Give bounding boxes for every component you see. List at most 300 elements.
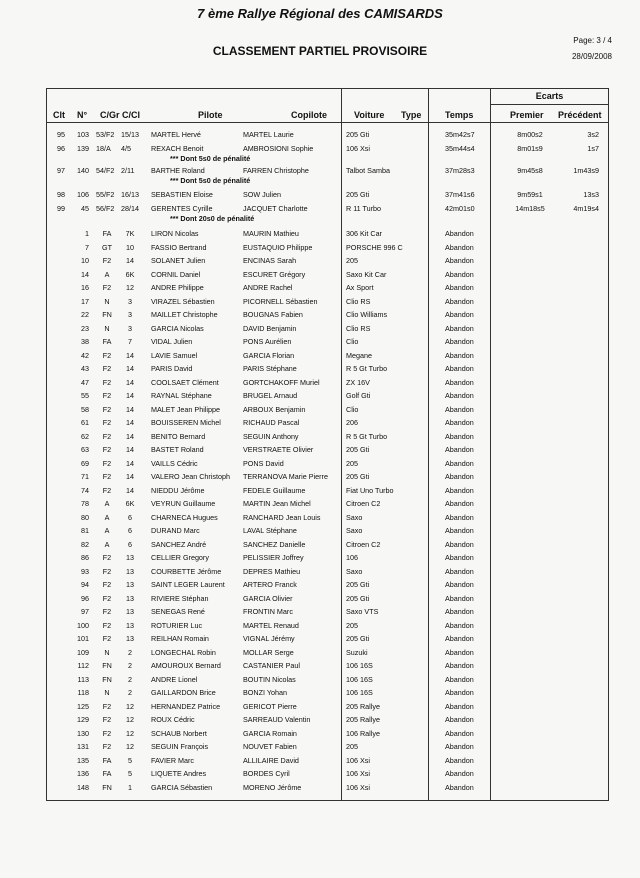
pilot-cell: SEBASTIEN Eloise	[151, 190, 213, 199]
number-cell: 109	[77, 647, 89, 657]
header-clt: Clt	[53, 110, 65, 120]
copilot-cell: AMBROSIONI Sophie	[243, 144, 314, 153]
pilot-cell: VIRAZEL Sébastien	[151, 296, 215, 306]
pilot-cell: CELLIER Gregory	[151, 553, 209, 562]
gap-first-cell: 9m45s8	[517, 166, 543, 175]
class-cell: 14	[126, 485, 134, 495]
class-cell: 13	[126, 593, 134, 603]
number-cell: 94	[81, 580, 89, 589]
pilot-cell: CORNIL Daniel	[151, 269, 201, 279]
number-cell: 78	[81, 499, 89, 508]
status-cell: Abandon	[445, 782, 474, 792]
class-cell: 14	[126, 418, 134, 427]
number-cell: 17	[81, 296, 89, 306]
car-cell: 106 16S	[346, 688, 373, 697]
class-cell: 14	[126, 256, 134, 265]
group-cell: FA	[102, 755, 112, 765]
status-cell: Abandon	[445, 350, 474, 360]
car-cell: R 5 Gt Turbo	[346, 364, 388, 373]
car-cell: 205	[346, 742, 358, 751]
group-cell: FN	[102, 674, 112, 684]
header-copilote: Copilote	[291, 110, 327, 120]
copilot-cell: NOUVET Fabien	[243, 742, 297, 751]
header-cgr: C/Gr C/Cl	[100, 110, 141, 120]
class-cell: 13	[126, 634, 134, 643]
copilot-cell: JACQUET Charlotte	[243, 204, 308, 213]
status-cell: Abandon	[445, 661, 474, 670]
pilot-cell: RAYNAL Stéphane	[151, 391, 212, 400]
pilot-cell: DURAND Marc	[151, 526, 200, 535]
number-cell: 81	[81, 526, 89, 535]
number-cell: 135	[77, 755, 89, 765]
copilot-cell: MARTIN Jean Michel	[243, 499, 311, 508]
status-cell: Abandon	[445, 242, 474, 252]
group-cell: FN	[102, 661, 112, 670]
header-temps: Temps	[445, 110, 474, 120]
group-cell: F2	[102, 607, 112, 616]
car-cell: 205 Gti	[346, 190, 370, 199]
group-cell: FN	[102, 310, 112, 319]
status-cell: Abandon	[445, 647, 474, 657]
pilot-cell: MALET Jean Philippe	[151, 404, 220, 414]
car-cell: Suzuki	[346, 647, 368, 657]
car-cell: 106 Xsi	[346, 782, 370, 792]
copilot-cell: BOUTIN Nicolas	[243, 674, 296, 684]
number-cell: 100	[77, 620, 89, 630]
pilot-cell: RIVIERE Stéphan	[151, 593, 209, 603]
rank-cell: 98	[57, 190, 65, 199]
header-num: N°	[77, 110, 88, 120]
pilot-cell: MAILLET Christophe	[151, 310, 218, 319]
pilot-cell: SAINT LEGER Laurent	[151, 580, 225, 589]
group-cell: F2	[102, 458, 112, 468]
pilot-cell: COOLSAET Clément	[151, 377, 219, 387]
pilot-cell: ROTURIER Luc	[151, 620, 203, 630]
status-cell: Abandon	[445, 755, 474, 765]
number-cell: 125	[77, 701, 89, 711]
class-cell: 12	[126, 742, 134, 751]
status-cell: Abandon	[445, 364, 474, 373]
pilot-cell: ANDRE Lionel	[151, 674, 198, 684]
pilot-cell: SENEGAS René	[151, 607, 205, 616]
car-cell: 205 Gti	[346, 593, 370, 603]
number-cell: 55	[81, 391, 89, 400]
status-cell: Abandon	[445, 229, 474, 238]
copilot-cell: MARTEL Renaud	[243, 620, 299, 630]
gap-previous-cell: 1m43s9	[573, 166, 599, 175]
number-cell: 118	[77, 688, 89, 697]
car-cell: Ax Sport	[346, 283, 374, 292]
ecarts-divider	[490, 104, 609, 105]
pilot-cell: SCHAUB Norbert	[151, 728, 207, 738]
header-pilote: Pilote	[198, 110, 223, 120]
pilot-cell: SEGUIN François	[151, 742, 209, 751]
car-cell: Megane	[346, 350, 372, 360]
car-cell: Saxo	[346, 566, 363, 576]
group-cell: 56/F2	[96, 204, 115, 213]
group-cell: F2	[102, 593, 112, 603]
copilot-cell: PONS Aurélien	[243, 337, 292, 346]
number-cell: 7	[85, 242, 89, 252]
group-cell: 53/F2	[96, 130, 115, 139]
class-cell: 14	[126, 472, 134, 481]
number-cell: 42	[81, 350, 89, 360]
car-cell: 106 16S	[346, 674, 373, 684]
group-cell: A	[104, 512, 110, 522]
pilot-cell: CHARNECA Hugues	[151, 512, 218, 522]
gap-first-cell: 14m18s5	[515, 204, 545, 213]
penalty-note: *** Dont 5s0 de pénalité	[170, 154, 251, 163]
pilot-cell: PARIS David	[151, 364, 193, 373]
number-cell: 129	[77, 715, 89, 724]
group-cell: 55/F2	[96, 190, 115, 199]
group-cell: F2	[102, 701, 112, 711]
status-cell: Abandon	[445, 539, 474, 549]
column-divider	[490, 88, 491, 801]
number-cell: 38	[81, 337, 89, 346]
car-cell: ZX 16V	[346, 377, 370, 387]
copilot-cell: GARCIA Olivier	[243, 593, 293, 603]
header-divider	[46, 122, 609, 123]
status-cell: Abandon	[445, 769, 474, 778]
car-cell: R 11 Turbo	[346, 204, 382, 213]
number-cell: 140	[77, 166, 89, 175]
class-cell: 14	[126, 391, 134, 400]
copilot-cell: ESCURET Grégory	[243, 269, 306, 279]
number-cell: 10	[81, 256, 89, 265]
status-cell: Abandon	[445, 256, 474, 265]
number-cell: 63	[81, 445, 89, 454]
class-cell: 2/11	[121, 166, 135, 175]
class-cell: 3	[128, 296, 132, 306]
time-cell: 35m42s7	[445, 130, 475, 139]
class-cell: 14	[126, 350, 134, 360]
group-cell: FA	[102, 337, 112, 346]
pilot-cell: AMOUROUX Bernard	[151, 661, 221, 670]
group-cell: F2	[102, 742, 112, 751]
copilot-cell: SANCHEZ Danielle	[243, 539, 306, 549]
copilot-cell: ARBOUX Benjamin	[243, 404, 306, 414]
number-cell: 106	[77, 190, 89, 199]
class-cell: 12	[126, 715, 134, 724]
car-cell: 106 Xsi	[346, 769, 370, 778]
number-cell: 1	[85, 229, 89, 238]
car-cell: 205	[346, 256, 358, 265]
number-cell: 139	[77, 144, 89, 153]
pilot-cell: VAILLS Cédric	[151, 458, 198, 468]
car-cell: 206	[346, 418, 358, 427]
car-cell: Saxo Kit Car	[346, 269, 387, 279]
car-cell: Clio RS	[346, 323, 371, 333]
status-cell: Abandon	[445, 620, 474, 630]
class-cell: 14	[126, 431, 134, 441]
status-cell: Abandon	[445, 593, 474, 603]
penalty-note: *** Dont 5s0 de pénalité	[170, 176, 251, 185]
copilot-cell: GARCIA Florian	[243, 350, 295, 360]
number-cell: 80	[81, 512, 89, 522]
number-cell: 23	[81, 323, 89, 333]
pilot-cell: LONGECHAL Robin	[151, 647, 216, 657]
number-cell: 58	[81, 404, 89, 414]
ecarts-heading: Ecarts	[535, 91, 564, 101]
copilot-cell: RANCHARD Jean Louis	[243, 512, 321, 522]
car-cell: Fiat Uno Turbo	[346, 485, 394, 495]
status-cell: Abandon	[445, 701, 474, 711]
group-cell: 54/F2	[96, 166, 115, 175]
number-cell: 47	[81, 377, 89, 387]
group-cell: F2	[102, 620, 112, 630]
copilot-cell: PICORNELL Sébastien	[243, 296, 318, 306]
rank-cell: 97	[57, 166, 65, 175]
column-divider	[428, 88, 429, 801]
class-cell: 10	[126, 242, 134, 252]
group-cell: F2	[102, 728, 112, 738]
car-cell: PORSCHE 996 C	[346, 242, 403, 252]
car-cell: 106 Xsi	[346, 755, 370, 765]
class-cell: 2	[128, 688, 132, 697]
penalty-note: *** Dont 20s0 de pénalité	[170, 214, 255, 223]
copilot-cell: PARIS Stéphane	[243, 364, 297, 373]
car-cell: Clio RS	[346, 296, 371, 306]
class-cell: 14	[126, 404, 134, 414]
pilot-cell: ROUX Cédric	[151, 715, 195, 724]
car-cell: Clio Williams	[346, 310, 388, 319]
copilot-cell: MORENO Jérôme	[243, 782, 302, 792]
car-cell: Golf Gti	[346, 391, 371, 400]
copilot-cell: DAVID Benjamin	[243, 323, 297, 333]
page-number: Page: 3 / 4	[573, 36, 612, 45]
copilot-cell: GARCIA Romain	[243, 728, 297, 738]
copilot-cell: ARTERO Franck	[243, 580, 297, 589]
class-cell: 6K	[125, 499, 135, 508]
group-cell: N	[104, 688, 110, 697]
document-subtitle: CLASSEMENT PARTIEL PROVISOIRE	[212, 44, 428, 58]
group-cell: F2	[102, 445, 112, 454]
pilot-cell: ANDRE Philippe	[151, 283, 204, 292]
car-cell: 205 Gti	[346, 634, 370, 643]
pilot-cell: LIRON Nicolas	[151, 229, 199, 238]
pilot-cell: REILHAN Romain	[151, 634, 209, 643]
status-cell: Abandon	[445, 269, 474, 279]
class-cell: 6	[128, 512, 132, 522]
number-cell: 22	[81, 310, 89, 319]
time-cell: 37m28s3	[445, 166, 475, 175]
number-cell: 43	[81, 364, 89, 373]
car-cell: 205	[346, 458, 358, 468]
car-cell: 106 16S	[346, 661, 373, 670]
car-cell: 205 Gti	[346, 130, 370, 139]
car-cell: 205 Rallye	[346, 701, 380, 711]
group-cell: F2	[102, 580, 112, 589]
car-cell: 205 Rallye	[346, 715, 380, 724]
number-cell: 14	[81, 269, 89, 279]
gap-previous-cell: 13s3	[583, 190, 599, 199]
class-cell: 7K	[125, 229, 135, 238]
status-cell: Abandon	[445, 607, 474, 616]
car-cell: R 5 Gt Turbo	[346, 431, 388, 441]
status-cell: Abandon	[445, 566, 474, 576]
gap-previous-cell: 4m19s4	[573, 204, 599, 213]
copilot-cell: GERICOT Pierre	[243, 701, 297, 711]
status-cell: Abandon	[445, 323, 474, 333]
status-cell: Abandon	[445, 526, 474, 535]
status-cell: Abandon	[445, 418, 474, 427]
group-cell: F2	[102, 404, 112, 414]
copilot-cell: LAVAL Stéphane	[243, 526, 297, 535]
status-cell: Abandon	[445, 634, 474, 643]
number-cell: 74	[81, 485, 89, 495]
status-cell: Abandon	[445, 310, 474, 319]
class-cell: 16/13	[121, 190, 139, 199]
group-cell: F2	[102, 715, 112, 724]
header-voiture: Voiture	[354, 110, 385, 120]
car-cell: 106	[346, 553, 358, 562]
number-cell: 148	[77, 782, 89, 792]
copilot-cell: FRONTIN Marc	[243, 607, 293, 616]
time-cell: 42m01s0	[445, 204, 475, 213]
document-title: 7 ème Rallye Régional des CAMISARDS	[197, 6, 443, 21]
number-cell: 45	[81, 204, 89, 213]
pilot-cell: HERNANDEZ Patrice	[151, 701, 221, 711]
copilot-cell: BRUGEL Arnaud	[243, 391, 298, 400]
class-cell: 5	[128, 755, 132, 765]
time-cell: 35m44s4	[445, 144, 475, 153]
copilot-cell: BONZI Yohan	[243, 688, 287, 697]
copilot-cell: TERRANOVA Marie Pierre	[243, 472, 328, 481]
class-cell: 1	[128, 782, 132, 792]
number-cell: 136	[77, 769, 89, 778]
status-cell: Abandon	[445, 337, 474, 346]
car-cell: Talbot Samba	[346, 166, 390, 175]
group-cell: F2	[102, 566, 112, 576]
pilot-cell: REXACH Benoit	[151, 144, 204, 153]
pilot-cell: COURBETTE Jérôme	[151, 566, 222, 576]
group-cell: FA	[102, 229, 112, 238]
rank-cell: 95	[57, 130, 65, 139]
car-cell: Citroen C2	[346, 539, 381, 549]
rank-cell: 96	[57, 144, 65, 153]
copilot-cell: MAURIN Mathieu	[243, 229, 299, 238]
car-cell: Saxo VTS	[346, 607, 379, 616]
number-cell: 112	[77, 661, 89, 670]
class-cell: 3	[128, 310, 132, 319]
class-cell: 7	[128, 337, 132, 346]
pilot-cell: VEYRUN Guillaume	[151, 499, 216, 508]
document-date: 28/09/2008	[571, 52, 612, 61]
status-cell: Abandon	[445, 728, 474, 738]
class-cell: 15/13	[121, 130, 139, 139]
group-cell: F2	[102, 377, 112, 387]
status-cell: Abandon	[445, 512, 474, 522]
group-cell: F2	[102, 256, 112, 265]
status-cell: Abandon	[445, 499, 474, 508]
status-cell: Abandon	[445, 580, 474, 589]
class-cell: 28/14	[121, 204, 139, 213]
status-cell: Abandon	[445, 296, 474, 306]
group-cell: F2	[102, 350, 112, 360]
car-cell: 106 Xsi	[346, 144, 370, 153]
header-premier: Premier	[510, 110, 544, 120]
copilot-cell: ALLILAIRE David	[243, 755, 299, 765]
class-cell: 14	[126, 458, 134, 468]
class-cell: 6	[128, 539, 132, 549]
group-cell: FN	[102, 782, 112, 792]
class-cell: 12	[126, 283, 134, 292]
copilot-cell: DEPRES Mathieu	[243, 566, 301, 576]
class-cell: 13	[126, 607, 134, 616]
group-cell: F2	[102, 472, 112, 481]
pilot-cell: BASTET Roland	[151, 445, 204, 454]
status-cell: Abandon	[445, 553, 474, 562]
class-cell: 2	[128, 674, 132, 684]
copilot-cell: BORDES Cyril	[243, 769, 290, 778]
group-cell: A	[104, 526, 110, 535]
gap-previous-cell: 1s7	[587, 144, 599, 153]
status-cell: Abandon	[445, 431, 474, 441]
pilot-cell: GARCIA Nicolas	[151, 323, 204, 333]
pilot-cell: VIDAL Julien	[151, 337, 193, 346]
pilot-cell: LAVIE Samuel	[151, 350, 198, 360]
pilot-cell: VALERO Jean Christoph	[151, 472, 230, 481]
copilot-cell: BOUGNAS Fabien	[243, 310, 303, 319]
pilot-cell: SANCHEZ André	[151, 539, 207, 549]
car-cell: 106 Rallye	[346, 728, 380, 738]
pilot-cell: BARTHE Roland	[151, 166, 205, 175]
pilot-cell: FAVIER Marc	[151, 755, 194, 765]
class-cell: 12	[126, 728, 134, 738]
copilot-cell: FARREN Christophe	[243, 166, 309, 175]
car-cell: 205	[346, 620, 358, 630]
status-cell: Abandon	[445, 688, 474, 697]
car-cell: 205 Gti	[346, 445, 370, 454]
copilot-cell: SARREAUD Valentin	[243, 715, 311, 724]
number-cell: 82	[81, 539, 89, 549]
rank-cell: 99	[57, 204, 65, 213]
number-cell: 96	[81, 593, 89, 603]
class-cell: 13	[126, 566, 134, 576]
group-cell: F2	[102, 553, 112, 562]
class-cell: 6	[128, 526, 132, 535]
group-cell: F2	[102, 634, 112, 643]
header-precedent: Précédent	[558, 110, 602, 120]
gap-first-cell: 8m01s9	[517, 144, 543, 153]
car-cell: Citroen C2	[346, 499, 381, 508]
class-cell: 13	[126, 553, 134, 562]
class-cell: 14	[126, 445, 134, 454]
group-cell: F2	[102, 485, 112, 495]
copilot-cell: MARTEL Laurie	[243, 130, 294, 139]
number-cell: 131	[77, 742, 89, 751]
copilot-cell: CASTANIER Paul	[243, 661, 300, 670]
group-cell: F2	[102, 391, 112, 400]
car-cell: 306 Kit Car	[346, 229, 382, 238]
class-cell: 14	[126, 364, 134, 373]
number-cell: 113	[77, 674, 89, 684]
copilot-cell: VERSTRAETE Olivier	[243, 445, 314, 454]
header-type: Type	[401, 110, 422, 120]
class-cell: 4/5	[121, 144, 131, 153]
copilot-cell: RICHAUD Pascal	[243, 418, 300, 427]
gap-first-cell: 8m00s2	[517, 130, 543, 139]
gap-first-cell: 9m59s1	[517, 190, 543, 199]
number-cell: 97	[81, 607, 89, 616]
number-cell: 130	[77, 728, 89, 738]
copilot-cell: ANDRE Rachel	[243, 283, 293, 292]
copilot-cell: FEDELE Guillaume	[243, 485, 306, 495]
group-cell: A	[104, 539, 110, 549]
group-cell: N	[104, 647, 110, 657]
pilot-cell: MARTEL Hervé	[151, 130, 201, 139]
